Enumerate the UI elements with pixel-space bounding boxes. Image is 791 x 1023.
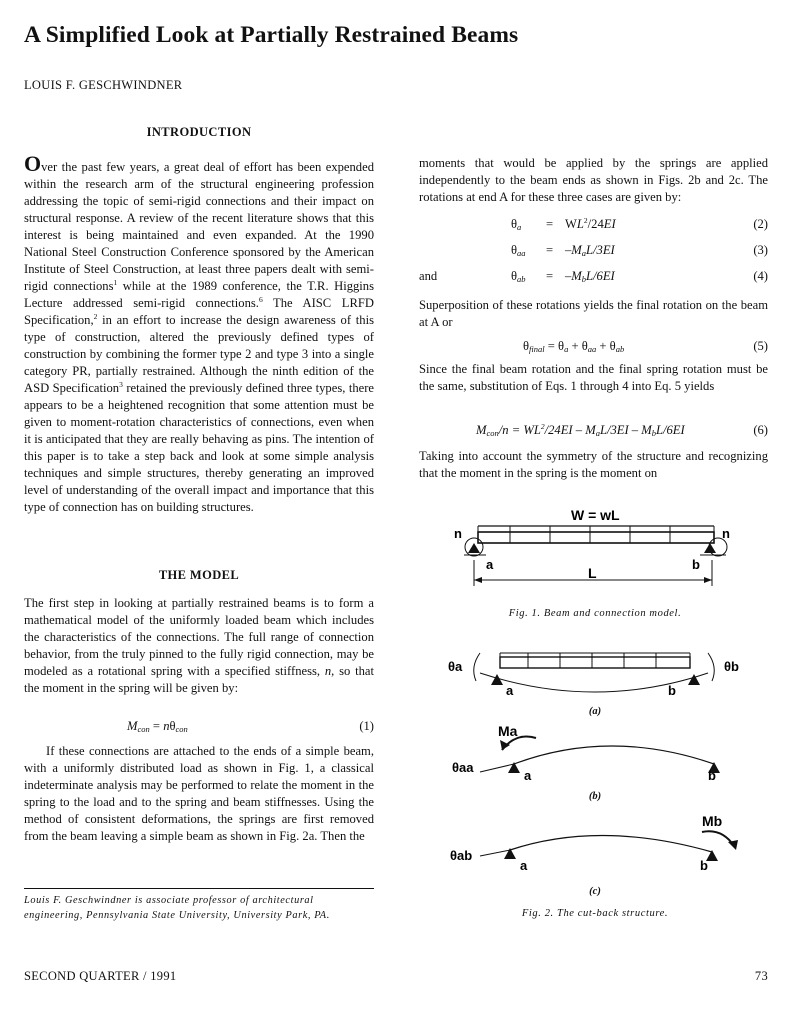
theta-a-label: θa (448, 659, 463, 674)
reference-mark: 1 (113, 278, 118, 287)
author-byline: LOUIS F. GESCHWINDNER (24, 78, 183, 92)
load-label: W = wL (571, 507, 620, 523)
end-b-label: b (692, 557, 700, 572)
equation-3: $\theta_{aa}$ = $-M_aL/3EI$ (3) (511, 243, 768, 258)
moment-arrow-icon (500, 740, 510, 750)
right-paragraph-3: Since the final beam rotation and the final spring rotation must be the same, substitution of Eqs. 1 through 4 into Eq. 5 yields (419, 362, 768, 393)
theta-ab-label: θab (450, 848, 473, 863)
author-footnote: Louis F. Geschwindner is associate professor of architectural engineering, Pennsylvania State University, University Park, PA. (24, 888, 374, 923)
end-b-label: b (700, 858, 708, 873)
end-b-label: b (708, 768, 716, 783)
figure-2c-label: (c) (589, 886, 601, 897)
model-paragraph-1: The first step in looking at partially restrained beams is to form a mathematical model of the uniformly loaded beam which includes the characteristics of the connections. The full range of connection behavior, from the truly pinned to the fully rigid connection, may be modeled as a rotational spring with a specified stiffness, n, so that the moment in the spring will be given by: (24, 596, 374, 695)
right-paragraph-1: moments that would be applied by the springs are applied independently to the beam ends as shown in Figs. 2b and 2c. The rotations at end A for these three cases are given by: (419, 156, 768, 204)
spring-label-left: n (454, 526, 462, 541)
pin-support-right-icon (704, 543, 716, 553)
equation-block-2-4 (419, 216, 768, 285)
reference-mark: 2 (93, 312, 98, 321)
span-label: L (588, 565, 597, 581)
figure-2c-moment-b (440, 808, 760, 878)
figure-2-caption: Fig. 2. The cut-back structure. (521, 908, 669, 919)
equation-5: $\theta_{final} = \theta_a + \theta_{aa} + \theta_{ab}$ (5) (523, 339, 768, 354)
pin-support-left-icon (508, 762, 520, 773)
equation-4: and $\theta_{ab}$ = $-M_bL/6EI$ (4) (419, 269, 768, 284)
figure-1-beam-model (440, 500, 760, 605)
end-a-label: a (524, 768, 532, 783)
model-paragraph-2: If these connections are attached to the ends of a simple beam, with a uniformly distributed load as shown in Fig. 1, a classical indeterminate analysis may be performed to relate the moment in the spring to the load and to the spring and beam stiffnesses. Using the method of consistent deformations, the springs are first removed from the beam leaving a simple beam as shown in Fig. 2a. Then the (24, 744, 374, 843)
page-number: 73 (754, 969, 768, 983)
equation-6: $M_{con}/n = WL^2/24EI - M_aL/3EI - M_bL/6EI$ (6) (476, 422, 768, 438)
end-a-label: a (486, 557, 494, 572)
beam (478, 532, 714, 543)
right-paragraph-4: Taking into account the symmetry of the structure and recognizing that the moment in the spring is the moment on (419, 449, 768, 480)
section-heading-model: THE MODEL (158, 568, 240, 582)
section-heading-introduction: INTRODUCTION (146, 125, 252, 139)
equation-number: (1) (359, 719, 374, 733)
figure-2a-label: (a) (588, 706, 602, 717)
figure-1-caption: Fig. 1. Beam and connection model. (508, 608, 682, 619)
equation-1: $M_{con} = n\theta_{con}$ (1) (127, 719, 374, 734)
end-b-label: b (668, 683, 676, 698)
theta-b-label: θb (724, 659, 739, 674)
pin-support-left-icon (468, 543, 480, 553)
end-a-label: a (520, 858, 528, 873)
reference-mark: 3 (119, 380, 123, 389)
reference-mark: 6 (258, 295, 263, 304)
intro-paragraph: Over the past few years, a great deal of effort has been expended within the research arm of the structural engineering profession addressing the topic of semi-rigid connections and their impact on structural response. A review of the recent literature shows that this interest is being maintained and even expanded. At the 1990 National Steel Construction Conference sponsored by the American Institute of Steel Construction, at least three papers dealt with semi-rigid connections$^1$ while at the 1989 conference, the T.R. Higgins Lecture addressed semi-rigid connections.$^6$ The AISC LRFD Specification,$^2$ in an effort to increase the design awareness of this type of construction, altered the previously defined types of construction by combining the former type 2 and type 3 into a single category PR, partially restrained. Although the ninth edition of the ASD Specification$^3$ retained the previously defined three types, there appears to be a heightened recognition that some attention must be given to moment-rotation characteristics of connections, even when it is anticipated that they are really behaving as pins. The intention of this paper is to take a step back and look at some simple analysis techniques and simple structures, thereby generating an improved level of understanding of the overall impact and importance that this type of connection has on building structures. (24, 151, 375, 514)
pin-support-left-icon (504, 848, 516, 859)
moment-a-label: Ma (498, 723, 518, 739)
figure-2a-simple-beam (440, 645, 760, 705)
issue-footer: SECOND QUARTER / 1991 (24, 969, 177, 983)
right-paragraph-2: Superposition of these rotations yields the final rotation on the beam at A or (419, 298, 768, 329)
figure-2b-moment-a (440, 718, 760, 788)
article-title: A Simplified Look at Partially Restrained Beams (24, 22, 519, 48)
drop-cap: O (24, 151, 42, 176)
equation-2: $\theta_a$ = $WL^2/24EI$ (2) (511, 216, 768, 232)
end-a-label: a (506, 683, 514, 698)
theta-aa-label: θaa (452, 760, 474, 775)
figure-2b-label: (b) (588, 791, 602, 802)
moment-b-label: Mb (702, 813, 723, 829)
load-divisions (478, 526, 714, 543)
spring-label-right: n (722, 526, 730, 541)
